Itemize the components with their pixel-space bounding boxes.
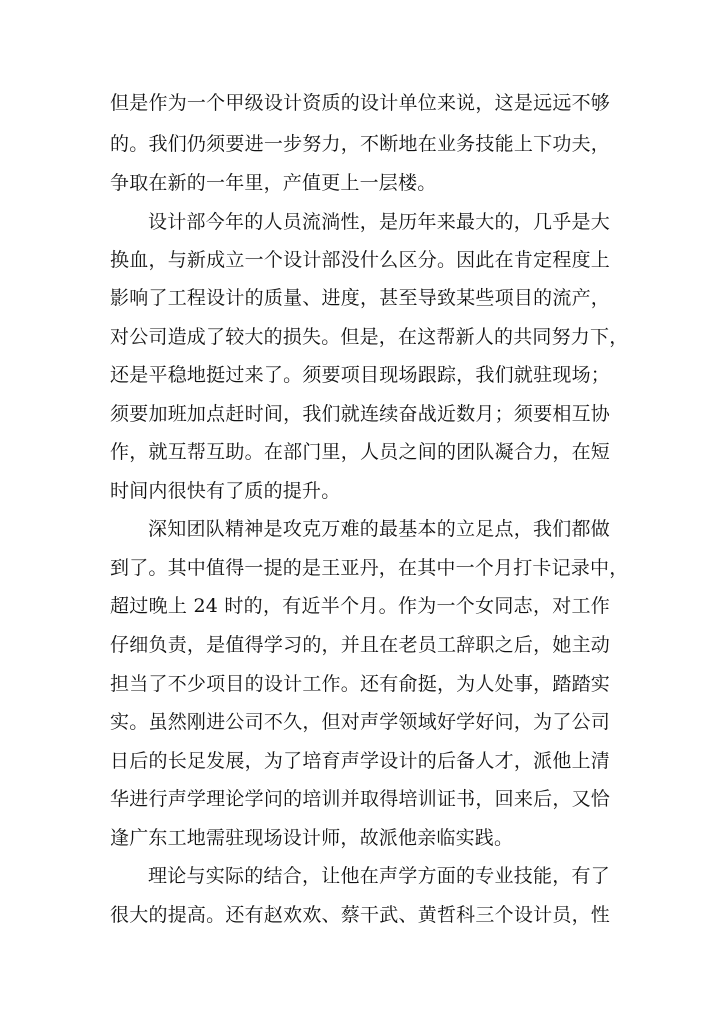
paragraph-line: 争取在新的一年里，产值更上一层楼。: [110, 172, 437, 194]
paragraph-line: 超过晚上 24 时的，有近半个月。作为一个女同志，对工作: [110, 595, 610, 617]
paragraph-line: 很大的提高。还有赵欢欢、蔡干武、黄哲科三个设计员，性: [110, 904, 610, 926]
paragraph-line: 对公司造成了较大的损失。但是，在这帮新人的共同努力下，: [110, 326, 629, 348]
paragraph-line: 的。我们仍须要进一步努力，不断地在业务技能上下功夫，: [110, 133, 610, 155]
paragraph-line: 还是平稳地挺过来了。须要项目现场跟踪，我们就驻现场；: [110, 364, 610, 386]
paragraph-line: 换血，与新成立一个设计部没什么区分。因此在肯定程度上: [110, 249, 610, 271]
paragraph-line: 但是作为一个甲级设计资质的设计单位来说，这是远远不够: [110, 92, 610, 114]
paragraph-line: 须要加班加点赶时间，我们就连续奋战近数月；须要相互协: [110, 403, 610, 425]
paragraph-line: 华进行声学理论学问的培训并取得培训证书，回来后，又恰: [110, 788, 610, 810]
paragraph-line: 担当了不少项目的设计工作。还有俞挺，为人处事，踏踏实: [110, 673, 610, 695]
paragraph-line: 到了。其中值得一提的是王亚丹，在其中一个月打卡记录中，: [110, 557, 629, 579]
paragraph-line: 设计部今年的人员流淌性，是历年来最大的，几乎是大: [148, 211, 610, 233]
paragraph-line: 作，就互帮互助。在部门里，人员之间的团队凝合力，在短: [110, 441, 610, 463]
paragraph-line: 实。虽然刚进公司不久，但对声学领域好学好问，为了公司: [110, 711, 610, 733]
paragraph-line: 影响了工程设计的质量、进度，甚至导致某些项目的流产，: [110, 287, 610, 309]
paragraph-line: 逢广东工地需驻现场设计师，故派他亲临实践。: [110, 827, 514, 849]
paragraph-line: 仔细负责，是值得学习的，并且在老员工辞职之后，她主动: [110, 634, 610, 656]
paragraph-line: 深知团队精神是攻克万难的最基本的立足点，我们都做: [148, 518, 610, 540]
paragraph-line: 时间内很快有了质的提升。: [110, 480, 341, 502]
paragraph-line: 日后的长足发展，为了培育声学设计的后备人才，派他上清: [110, 750, 610, 772]
paragraph-line: 理论与实际的结合，让他在声学方面的专业技能，有了: [148, 865, 610, 887]
